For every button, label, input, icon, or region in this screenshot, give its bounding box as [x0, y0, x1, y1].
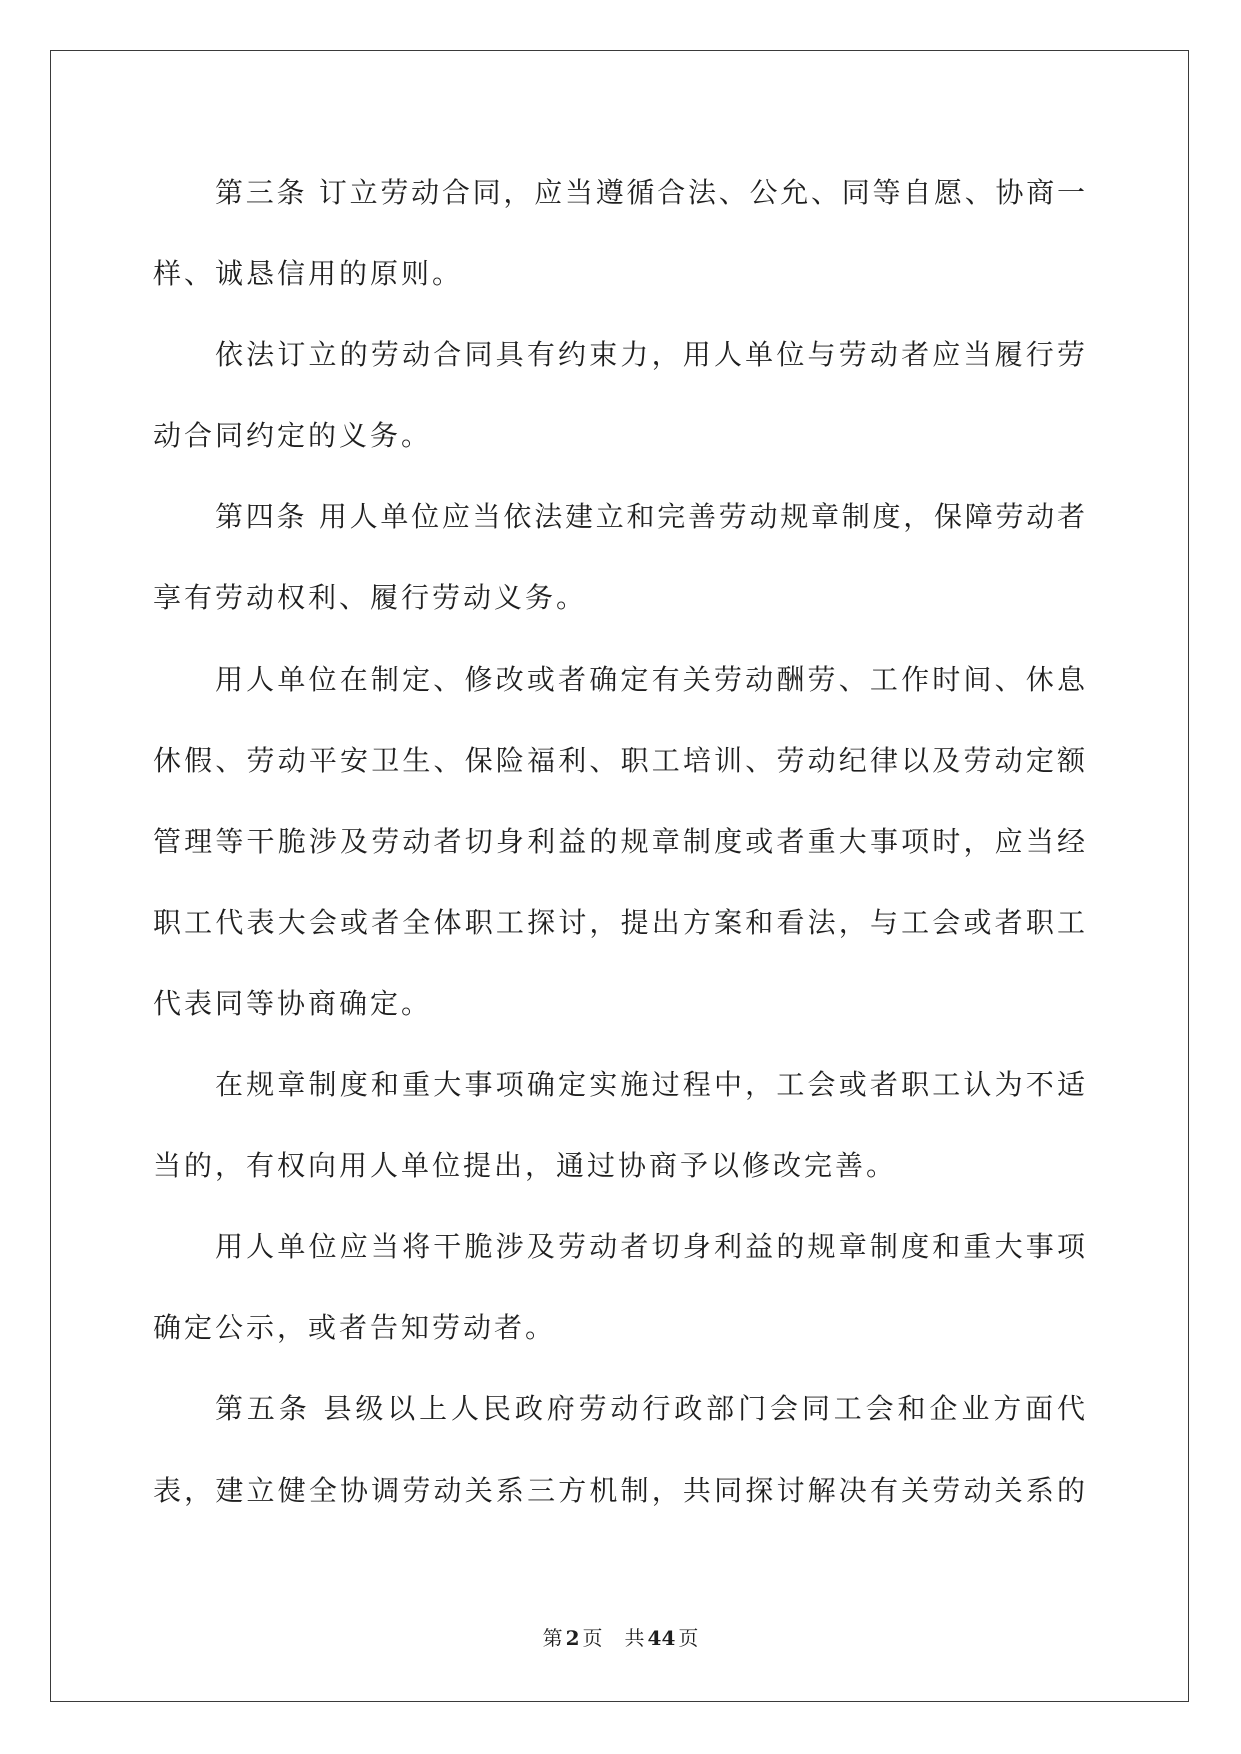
- text-line: 在规章制度和重大事项确定实施过程中，工会或者职工认为不适: [215, 1068, 1085, 1102]
- text-line: 表，建立健全协调劳动关系三方机制，共同探讨解决有关劳动关系的: [153, 1473, 1085, 1507]
- text-line: 第三条 订立劳动合同，应当遵循合法、公允、同等自愿、协商一: [215, 176, 1085, 209]
- page-prefix: 第: [542, 1626, 563, 1650]
- text-line: 用人单位在制定、修改或者确定有关劳动酬劳、工作时间、休息: [215, 662, 1085, 696]
- paragraph-article-5: [153, 1368, 1085, 1530]
- text-line: 享有劳动权利、履行劳动义务。: [153, 581, 588, 615]
- total-prefix: 共: [624, 1626, 645, 1650]
- text-line: 动合同约定的义务。: [153, 419, 433, 453]
- text-line: 第五条 县级以上人民政府劳动行政部门会同工会和企业方面代: [215, 1392, 1085, 1426]
- total-pages: 44: [647, 1626, 676, 1650]
- page-footer: [0, 1625, 1241, 1651]
- text-line: 代表同等协商确定。: [153, 986, 433, 1020]
- paragraph: [153, 1206, 1085, 1368]
- text-line: 确定公示，或者告知劳动者。: [153, 1311, 557, 1345]
- document-body: [153, 152, 1085, 1531]
- paragraph: [153, 639, 1085, 1044]
- text-line: 第四条 用人单位应当依法建立和完善劳动规章制度，保障劳动者: [215, 500, 1085, 534]
- paragraph: [153, 314, 1085, 476]
- text-line: 样、诚恳信用的原则。: [153, 257, 464, 291]
- total-suffix: 页: [678, 1626, 699, 1650]
- page-number: 2: [565, 1626, 580, 1650]
- paragraph-article-3: [153, 152, 1085, 314]
- text-line: 依法订立的劳动合同具有约束力，用人单位与劳动者应当履行劳: [215, 338, 1085, 372]
- text-line: 用人单位应当将干脆涉及劳动者切身利益的规章制度和重大事项: [215, 1230, 1085, 1264]
- text-line: 管理等干脆涉及劳动者切身利益的规章制度或者重大事项时，应当经: [153, 824, 1085, 858]
- text-line: 当的，有权向用人单位提出，通过协商予以修改完善。: [153, 1149, 898, 1183]
- paragraph-article-4: [153, 476, 1085, 638]
- text-line: 职工代表大会或者全体职工探讨，提出方案和看法，与工会或者职工: [153, 905, 1085, 939]
- paragraph: [153, 1044, 1085, 1206]
- text-line: 休假、劳动平安卫生、保险福利、职工培训、劳动纪律以及劳动定额: [153, 743, 1085, 777]
- page-suffix: 页: [582, 1626, 603, 1650]
